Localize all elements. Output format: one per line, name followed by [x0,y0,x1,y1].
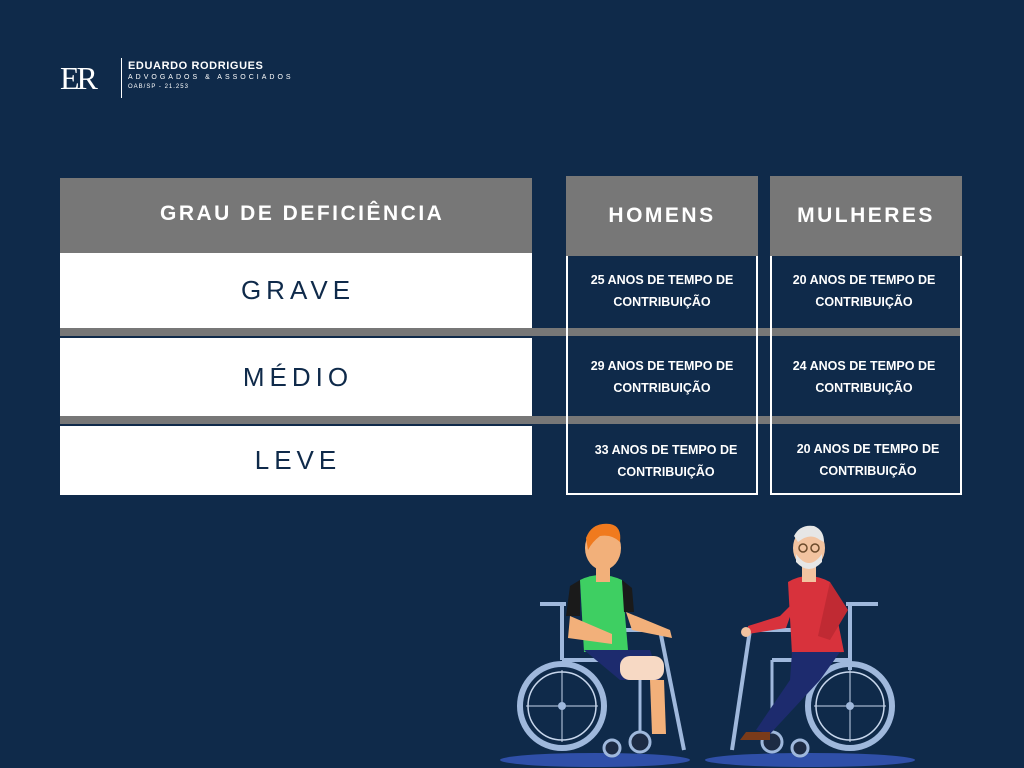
cell-line: 24 ANOS DE TEMPO DE [792,359,936,373]
cell-line: CONTRIBUIÇÃO [613,381,711,395]
column-header-label: MULHERES [797,204,935,227]
column-header-homens [566,176,758,256]
logo-monogram: ER [60,60,95,96]
degree-row-medio [60,338,532,416]
cell-mulheres-leve [772,438,964,482]
logo-subtitle: ADVOGADOS & ASSOCIADOS [128,74,294,81]
cell-line: 25 ANOS DE TEMPO DE [590,273,734,287]
cell-line: CONTRIBUIÇÃO [815,381,913,395]
cell-mulheres-grave [768,269,960,313]
cell-line: CONTRIBUIÇÃO [819,464,917,478]
column-homens [566,176,758,495]
cell-line: 20 ANOS DE TEMPO DE [796,442,940,456]
cell-line: CONTRIBUIÇÃO [815,295,913,309]
degree-row-grave [60,253,532,328]
cell-line: 20 ANOS DE TEMPO DE [792,273,936,287]
cell-mulheres-medio [768,355,960,399]
wheelchair-users-illustration [500,520,920,768]
column-mulheres [770,176,962,495]
degree-label: LEVE [254,445,342,475]
column-header-mulheres [770,176,962,256]
column-header-label: HOMENS [608,204,716,227]
older-man-in-wheelchair [732,526,892,756]
logo-registration: OAB/SP - 21.253 [128,84,189,90]
cell-line: 29 ANOS DE TEMPO DE [590,359,734,373]
degree-header-label: GRAU DE DEFICIÊNCIA [160,202,445,225]
young-man-in-wheelchair [520,524,684,756]
cell-homens-grave [566,269,758,313]
cell-homens-medio [566,355,758,399]
degree-label: GRAVE [240,275,356,305]
degree-row-leve [60,426,532,495]
cell-homens-leve [570,439,762,483]
ground-shadow [705,753,915,767]
ground-shadow [500,753,690,767]
cell-line: CONTRIBUIÇÃO [613,295,711,309]
logo-firm-name: EDUARDO RODRIGUES [128,60,264,72]
degree-table [60,178,532,495]
logo-divider [121,58,122,98]
cell-line: CONTRIBUIÇÃO [617,465,715,479]
degree-label: MÉDIO [242,361,354,392]
degree-header [60,178,532,253]
cell-line: 33 ANOS DE TEMPO DE [594,443,738,457]
